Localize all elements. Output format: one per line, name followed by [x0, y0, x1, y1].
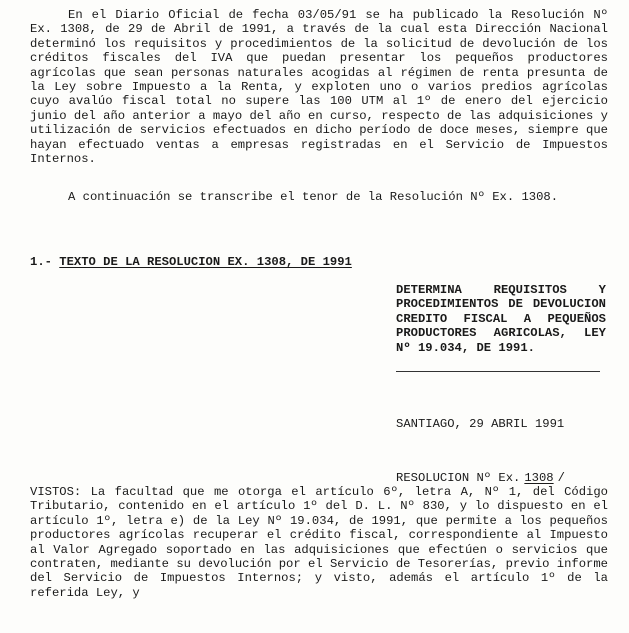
subject-divider	[396, 371, 600, 372]
resolution-subject: DETERMINA REQUISITOS Y PROCEDIMIENTOS DE DEVOLUCION CREDITO FISCAL A PEQUEÑOS PRODUCTORES AGRICOLAS, LEY Nº 19.034, DE 1991.	[396, 283, 606, 355]
transcription-note-text: A continuación se transcribe el tenor de la Resolución Nº Ex. 1308.	[68, 190, 559, 204]
resolution-suffix: /	[557, 471, 565, 485]
resolution-label: RESOLUCION Nº Ex.	[396, 471, 521, 485]
intro-paragraph	[30, 8, 608, 166]
vistos-paragraph: VISTOS: La facultad que me otorga el artículo 6º, letra A, Nº 1, del Código Tributario, contenido en el artículo 1º del D. L. Nº 830, y lo dispuesto en el artículo 1º, letra e) de la Ley Nº 19.034, de 1991, que permite a los pequeños productores agrícolas recuperar el crédito fiscal, correspondiente al Impuesto al Valor Agregado soportado en las adquisiciones que efectúen o servicios que contraten, mediante su devolución por el Servicio de Tesorerías, previo informe del Servicio de Impuestos Internos; y visto, además el artículo 1º de la referida Ley, y	[30, 485, 608, 600]
transcription-note	[30, 190, 608, 204]
place-date: SANTIAGO, 29 ABRIL 1991	[396, 417, 565, 431]
resolution-number: 1308	[524, 471, 554, 485]
section-number: 1.-	[30, 255, 52, 269]
resolution-number-line	[396, 471, 565, 485]
section-title: TEXTO DE LA RESOLUCION EX. 1308, DE 1991	[59, 255, 352, 269]
section-heading	[30, 255, 352, 269]
intro-paragraph-text: En el Diario Oficial de fecha 03/05/91 se ha publicado la Resolución Nº Ex. 1308, de 29 de Abril de 1991, a través de la cual esta Dirección Nacional determinó los requisitos y procedimientos de la solicitud de devolución de los créditos fiscales del IVA que puedan presentar los pequeños productores agrícolas que sean personas naturales acogidas al régimen de renta presunta de la Ley sobre Impuesto a la Renta, y exploten uno o varios predios agrícolas cuyo avalúo fiscal total no supere las 100 UTM al 1º de enero del ejercicio junio del año anterior a mayo del año en curso, respecto de las adquisiciones y utilización de servicios efectuados en dicho período de doce meses, siempre que hayan efectuado ventas a empresas registradas en el Servicio de Impuestos Internos.	[30, 8, 608, 167]
